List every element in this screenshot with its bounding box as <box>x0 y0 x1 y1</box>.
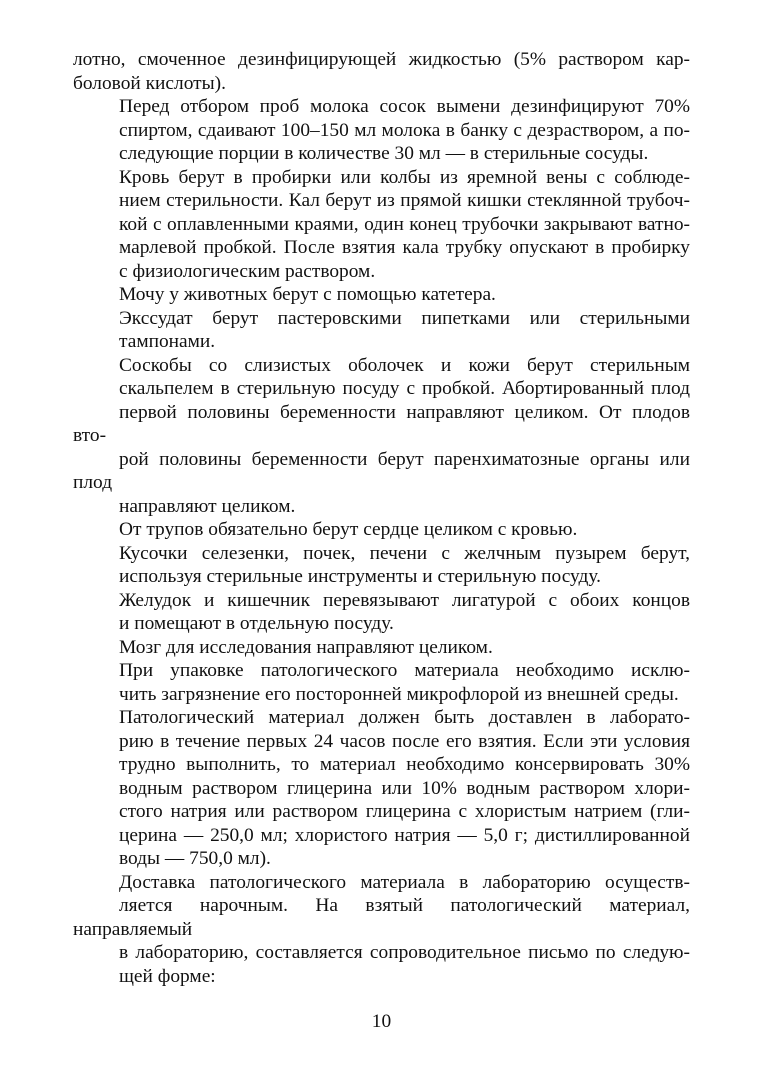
text-line: Перед отбором проб молока сосок вымени дезинфицируют 70% <box>119 96 690 117</box>
paragraph <box>73 636 690 660</box>
text-line: кой с оплавленными краями, один конец трубочки закрывают ватно- <box>119 213 690 235</box>
text-line: Желудок и кишечник перевязывают лигатурой с обоих концов <box>119 589 690 611</box>
text-line: воды — 750,0 мл). <box>119 848 271 869</box>
text-line: От трупов обязательно берут сердце целиком с кровью. <box>119 519 578 540</box>
paragraph <box>73 48 690 95</box>
text-line: направляют целиком. <box>119 495 296 517</box>
paragraph <box>73 95 690 166</box>
text-line: чить загрязнение его посторонней микрофлорой из внешней среды. <box>119 683 679 705</box>
text-line: водным раствором глицерина или 10% водным раствором хлори- <box>119 777 690 799</box>
paragraph <box>73 542 690 589</box>
text-line: Соскобы со слизистых оболочек и кожи берут стерильным <box>119 354 690 376</box>
paragraph <box>73 354 690 519</box>
paragraph <box>73 518 690 542</box>
text-line: спиртом, сдаивают 100–150 мл молока в банку с дезраствором, а по- <box>119 119 690 141</box>
text-line: Экссудат берут пастеровскими пипетками или стерильными <box>119 307 690 329</box>
text-line: в лабораторию, составляется сопроводительное письмо по следую- <box>119 942 690 963</box>
text-line: Мозг для исследования направляют целиком. <box>119 636 493 658</box>
text-line: тампонами. <box>119 331 216 352</box>
text-line: щей форме: <box>119 965 216 987</box>
text-line: боловой кислоты). <box>73 72 226 94</box>
text-line: Мочу у животных берут с помощью катетера. <box>119 284 496 305</box>
text-line: скальпелем в стерильную посуду с пробкой. Абортированный плод <box>119 378 690 399</box>
paragraph <box>73 283 690 307</box>
text-line: ляется нарочным. На взятый патологический материал, направляемый <box>73 895 690 940</box>
text-line: Кровь берут в пробирки или колбы из яремной вены с соблюде- <box>119 166 690 188</box>
text-line: Патологический материал должен быть доставлен в лаборато- <box>119 707 690 728</box>
paragraph <box>73 659 690 706</box>
text-line: марлевой пробкой. После взятия кала трубку опускают в пробирку <box>119 237 690 258</box>
paragraph <box>73 706 690 871</box>
paragraph <box>73 166 690 284</box>
text-line: первой половины беременности направляют целиком. От плодов вто- <box>73 401 690 446</box>
text-line: используя стерильные инструменты и стерильную посуду. <box>119 566 601 587</box>
text-line: нием стерильности. Кал берут из прямой кишки стеклянной трубоч- <box>119 190 690 211</box>
paragraph <box>73 589 690 636</box>
text-line: трудно выполнить, то материал необходимо консервировать 30% <box>119 754 690 775</box>
text-line: стого натрия или раствором глицерина с хлористым натрием (гли- <box>119 801 690 822</box>
text-line: церина — 250,0 мл; хлористого натрия — 5,0 г; дистиллированной <box>119 824 690 846</box>
page-number: 10 <box>371 1011 392 1032</box>
text-line: рию в течение первых 24 часов после его взятия. Если эти условия <box>119 730 690 752</box>
text-line: и помещают в отдельную посуду. <box>119 613 394 634</box>
text-line: Кусочки селезенки, почек, печени с желчным пузырем берут, <box>119 542 690 564</box>
text-line: При упаковке патологического материала необходимо исклю- <box>119 660 690 681</box>
page-body <box>73 48 690 988</box>
text-line: следующие порции в количестве 30 мл — в стерильные сосуды. <box>119 143 649 164</box>
paragraph <box>73 307 690 354</box>
paragraph <box>73 871 690 989</box>
text-line: с физиологическим раствором. <box>119 260 376 282</box>
text-line: лотно, смоченное дезинфицирующей жидкостью (5% раствором кар- <box>73 49 690 70</box>
text-line: рой половины беременности берут паренхиматозные органы или плод <box>73 448 690 493</box>
text-line: Доставка патологического материала в лабораторию осуществ- <box>119 871 690 893</box>
